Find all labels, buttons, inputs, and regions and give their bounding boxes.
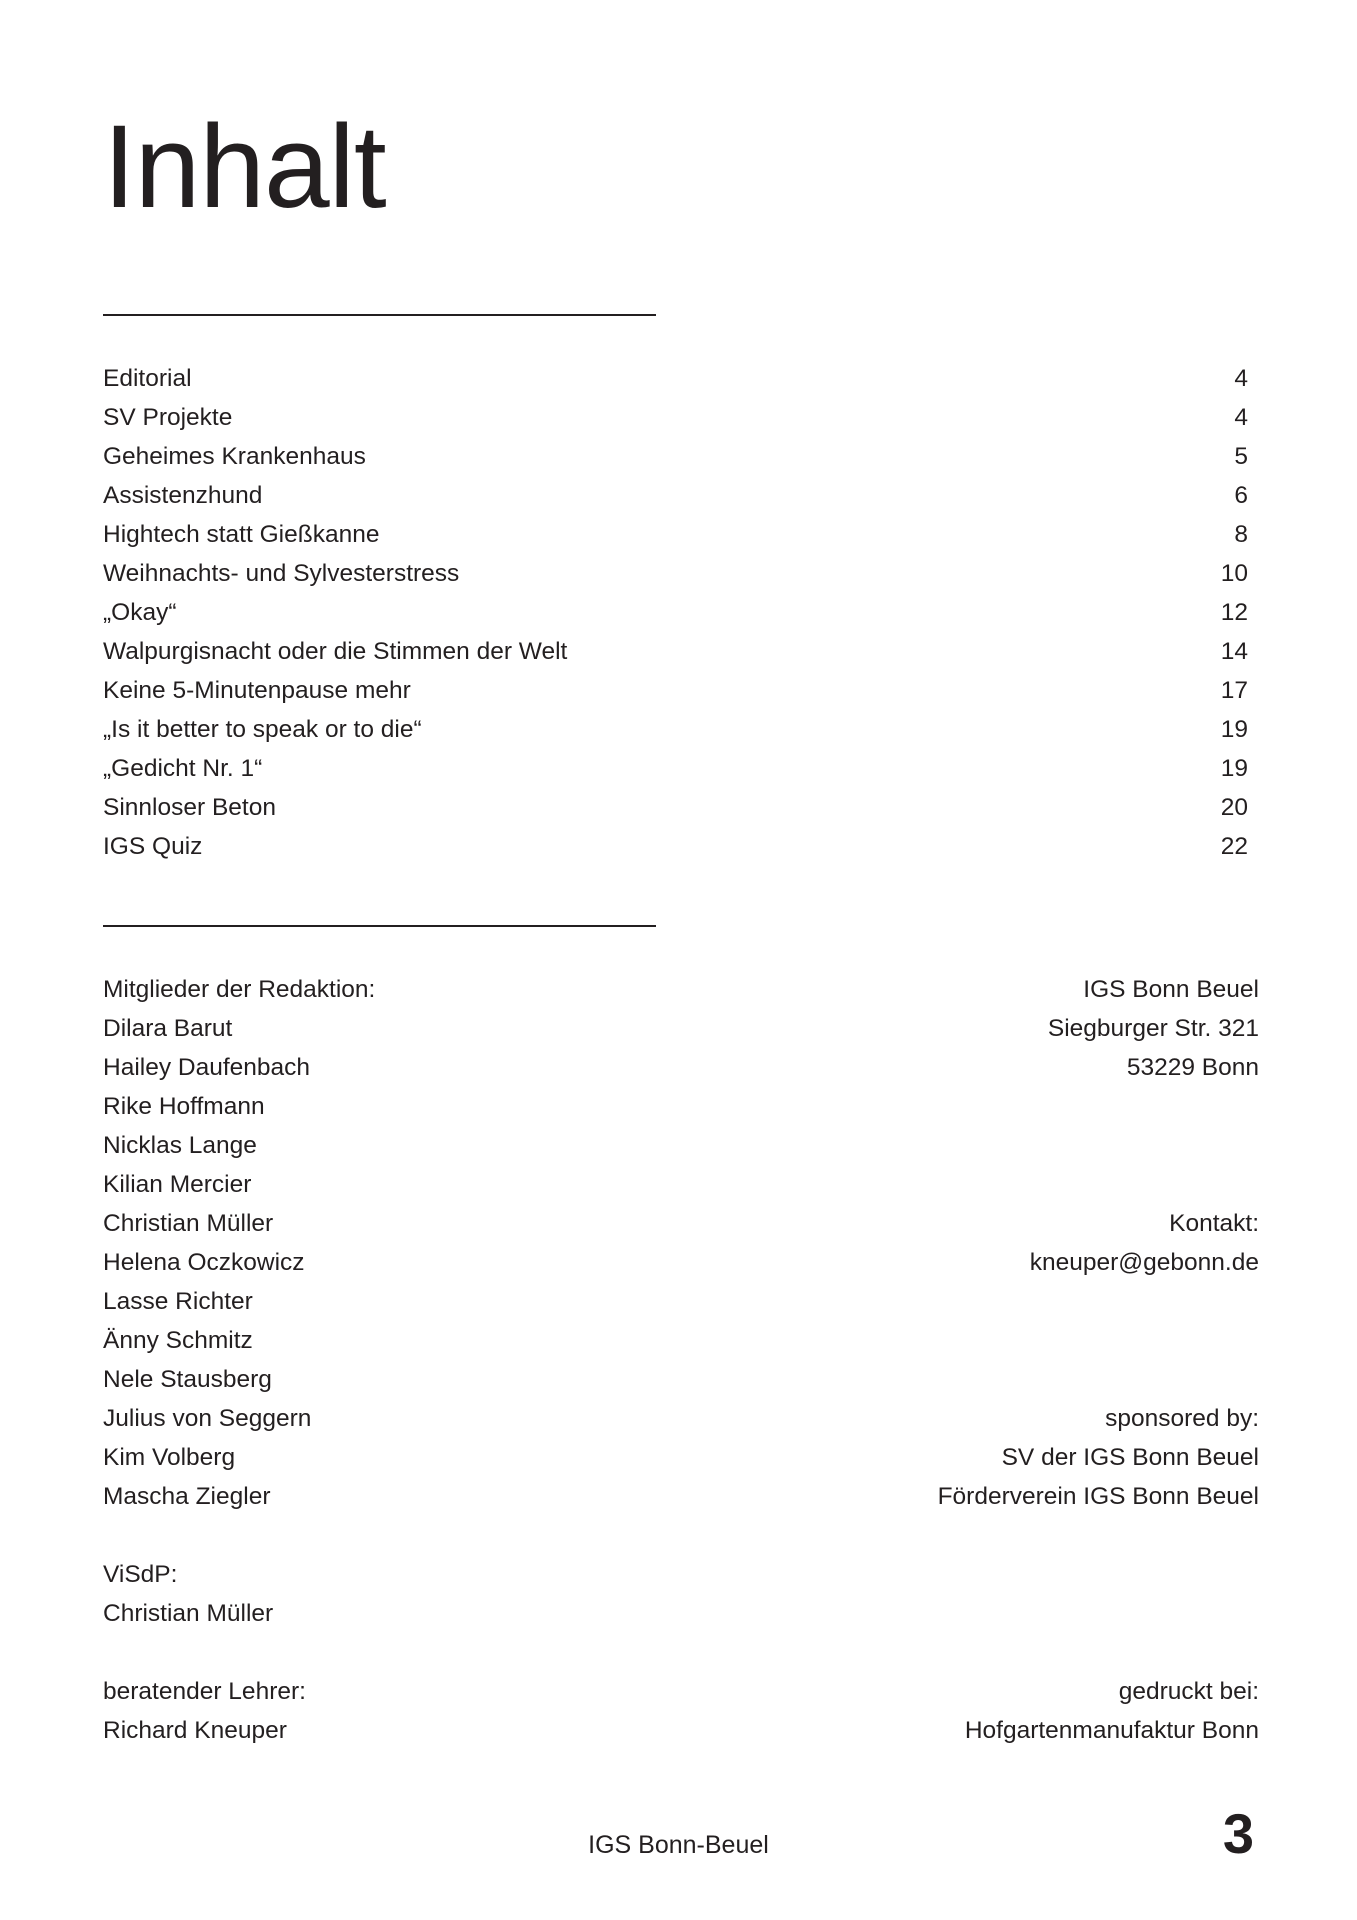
toc-entry-page: 17 <box>1220 677 1248 704</box>
toc-entry-hightech[interactable] <box>103 515 1248 554</box>
divider-bottom <box>103 925 656 927</box>
toc-entry-title: „Is it better to speak or to die“ <box>103 716 422 743</box>
spacer <box>659 1282 1259 1321</box>
redaktion-member: Rike Hoffmann <box>103 1093 265 1120</box>
toc-entry-title: Editorial <box>103 365 192 392</box>
imprint-left-column <box>103 970 703 1750</box>
toc-entry-title: „Okay“ <box>103 599 177 626</box>
toc-entry-page: 14 <box>1220 638 1248 665</box>
toc-entry-page: 5 <box>1234 443 1248 470</box>
toc-entry-title: Assistenzhund <box>103 482 263 509</box>
druck-name: Hofgartenmanufaktur Bonn <box>964 1717 1259 1744</box>
visdp-label: ViSdP: <box>103 1561 178 1588</box>
toc-entry-title: Keine 5-Minutenpause mehr <box>103 677 411 704</box>
redaktion-member: Nele Stausberg <box>103 1366 272 1393</box>
spacer <box>659 1126 1259 1165</box>
toc-entry-title: Sinnloser Beton <box>103 794 276 821</box>
redaktion-member: Hailey Daufenbach <box>103 1054 311 1081</box>
toc-entry-title: Geheimes Krankenhaus <box>103 443 366 470</box>
spacer <box>659 1087 1259 1126</box>
spacer <box>659 1165 1259 1204</box>
toc-entry-page: 22 <box>1220 833 1248 860</box>
address-city: 53229 Bonn <box>1126 1054 1259 1081</box>
toc-entry-walpurgisnacht[interactable] <box>103 632 1248 671</box>
toc-entry-assistenzhund[interactable] <box>103 476 1248 515</box>
page-title: Inhalt <box>103 101 386 233</box>
druck-label: gedruckt bei: <box>1118 1678 1259 1705</box>
redaktion-member: Christian Müller <box>103 1210 274 1237</box>
kontakt-email-link[interactable]: kneuper@gebonn.de <box>1029 1249 1259 1276</box>
toc-entry-page: 10 <box>1220 560 1248 587</box>
toc-entry-page: 4 <box>1234 404 1248 431</box>
page-number: 3 <box>1222 1802 1254 1865</box>
lehrer-label: beratender Lehrer: <box>103 1678 306 1705</box>
toc-entry-title: Walpurgisnacht oder die Stimmen der Welt <box>103 638 568 665</box>
toc-entry-title: SV Projekte <box>103 404 233 431</box>
toc-entry-page: 12 <box>1220 599 1248 626</box>
toc-entry-okay[interactable] <box>103 593 1248 632</box>
toc-entry-editorial[interactable] <box>103 359 1248 398</box>
toc-entry-page: 19 <box>1220 755 1248 782</box>
toc-entry-geheimes-krankenhaus[interactable] <box>103 437 1248 476</box>
toc-entry-page: 6 <box>1234 482 1248 509</box>
toc-entry-weihnachtsstress[interactable] <box>103 554 1248 593</box>
toc-entry-title: „Gedicht Nr. 1“ <box>103 755 263 782</box>
redaktion-member: Kilian Mercier <box>103 1171 252 1198</box>
sponsor-label: sponsored by: <box>1105 1405 1259 1432</box>
redaktion-heading: Mitglieder der Redaktion: <box>103 976 376 1003</box>
spacer <box>659 1360 1259 1399</box>
toc-entry-minutenpause[interactable] <box>103 671 1248 710</box>
redaktion-member: Kim Volberg <box>103 1444 236 1471</box>
redaktion-member: Mascha Ziegler <box>103 1483 271 1510</box>
spacer <box>103 1633 703 1672</box>
redaktion-member: Helena Oczkowicz <box>103 1249 305 1276</box>
redaktion-member: Änny Schmitz <box>103 1327 253 1354</box>
sponsor-foerderverein: Förderverein IGS Bonn Beuel <box>937 1483 1259 1510</box>
spacer <box>659 1321 1259 1360</box>
redaktion-member: Lasse Richter <box>103 1288 253 1315</box>
spacer <box>659 1516 1259 1555</box>
imprint-right-column <box>659 970 1259 1750</box>
sponsor-sv: SV der IGS Bonn Beuel <box>1001 1444 1259 1471</box>
footer-school-name: IGS Bonn-Beuel <box>588 1831 769 1859</box>
table-of-contents <box>103 359 1248 866</box>
toc-entry-page: 4 <box>1234 365 1248 392</box>
toc-entry-igs-quiz[interactable] <box>103 827 1248 866</box>
toc-entry-title: Weihnachts- und Sylvesterstress <box>103 560 460 587</box>
toc-entry-gedicht[interactable] <box>103 749 1248 788</box>
toc-entry-page: 20 <box>1220 794 1248 821</box>
spacer <box>103 1516 703 1555</box>
redaktion-member: Dilara Barut <box>103 1015 233 1042</box>
visdp-name: Christian Müller <box>103 1600 274 1627</box>
address-school: IGS Bonn Beuel <box>1083 976 1259 1003</box>
spacer <box>659 1633 1259 1672</box>
spacer <box>659 1594 1259 1633</box>
toc-entry-speak-or-die[interactable] <box>103 710 1248 749</box>
toc-entry-sv-projekte[interactable] <box>103 398 1248 437</box>
toc-entry-sinnloser-beton[interactable] <box>103 788 1248 827</box>
toc-entry-title: Hightech statt Gießkanne <box>103 521 380 548</box>
lehrer-name: Richard Kneuper <box>103 1717 287 1744</box>
redaktion-member: Nicklas Lange <box>103 1132 257 1159</box>
kontakt-label: Kontakt: <box>1169 1210 1259 1237</box>
toc-entry-page: 19 <box>1220 716 1248 743</box>
toc-entry-page: 8 <box>1234 521 1248 548</box>
divider-top <box>103 314 656 316</box>
redaktion-member: Julius von Seggern <box>103 1405 312 1432</box>
toc-entry-title: IGS Quiz <box>103 833 203 860</box>
address-street: Siegburger Str. 321 <box>1047 1015 1259 1042</box>
spacer <box>659 1555 1259 1594</box>
